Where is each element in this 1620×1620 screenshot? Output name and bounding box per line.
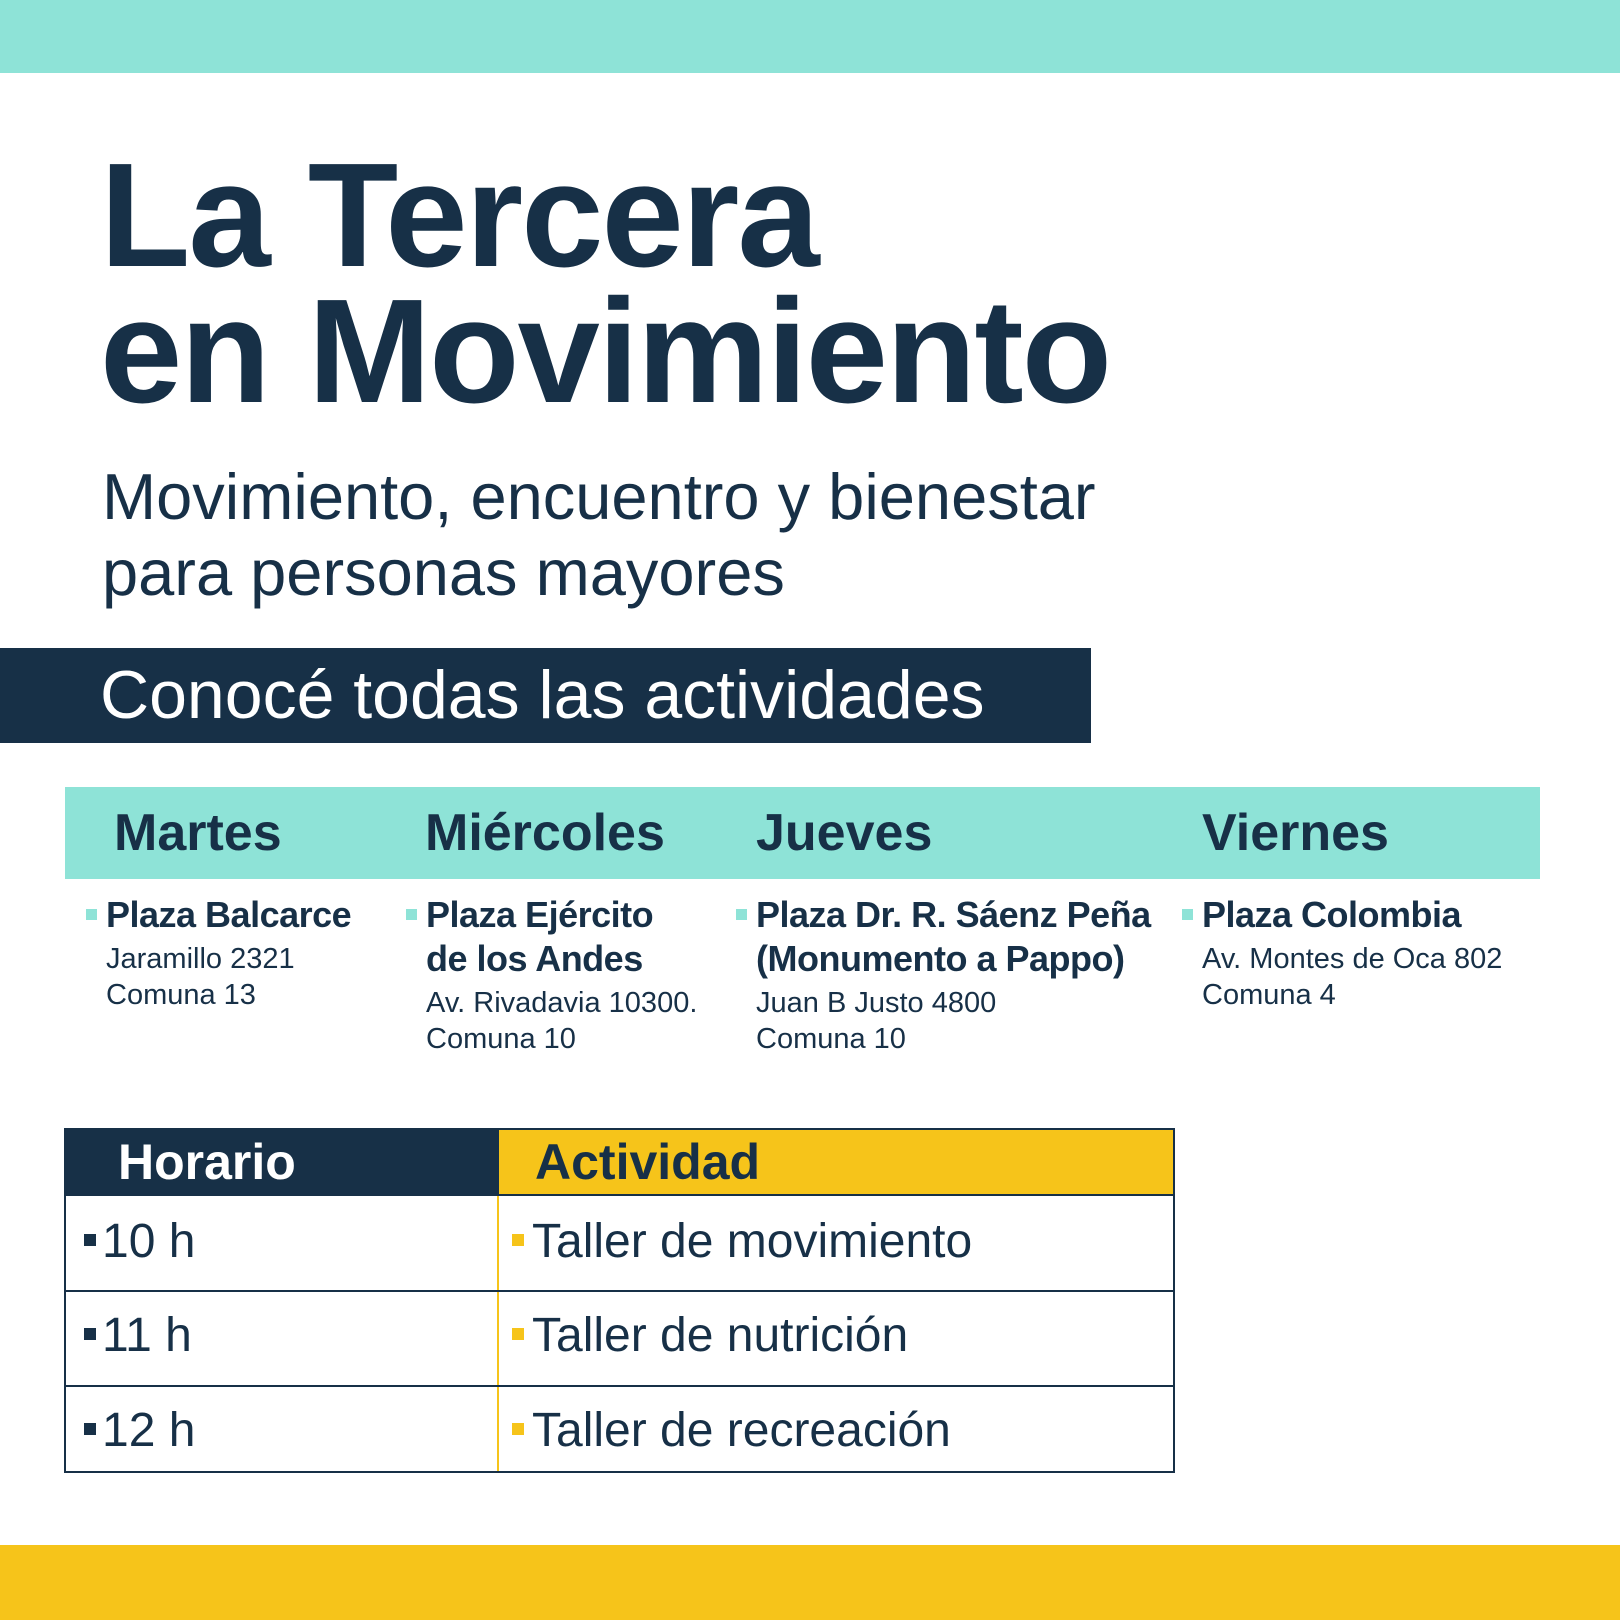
- square-bullet-icon: [512, 1234, 524, 1246]
- header-actividad-label: Actividad: [535, 1134, 761, 1190]
- venue-thursday: [756, 893, 1151, 1057]
- venue-comuna: Comuna 13: [106, 979, 256, 1011]
- activity-value: Taller de movimiento: [532, 1215, 973, 1268]
- subtitle-line-2: para personas mayores: [102, 536, 785, 609]
- venue-comuna: Comuna 10: [756, 1023, 906, 1055]
- venue-address: [1202, 941, 1502, 1013]
- column-divider: [497, 1194, 499, 1471]
- venue-friday: [1202, 893, 1502, 1013]
- venue-name: [106, 893, 351, 937]
- bottom-color-bar: [0, 1545, 1620, 1620]
- time-cell: [84, 1290, 192, 1382]
- time-value: 12 h: [102, 1404, 196, 1457]
- venue-address: [756, 985, 1151, 1057]
- time-value: 11 h: [102, 1309, 192, 1362]
- banner-text: Conocé todas las actividades: [100, 657, 985, 733]
- subtitle: [102, 459, 1096, 611]
- venue-bullet: [86, 909, 97, 920]
- venue-name-line: Plaza Colombia: [1202, 894, 1462, 935]
- activity-cell: [512, 1385, 951, 1477]
- day-thursday: Jueves: [756, 804, 933, 862]
- venue-name-line: Plaza Ejército: [426, 894, 654, 935]
- header-horario-label: Horario: [118, 1134, 296, 1190]
- time-value: 10 h: [102, 1215, 196, 1268]
- day-wednesday: Miércoles: [425, 804, 665, 862]
- venue-name-line: de los Andes: [426, 938, 643, 979]
- venue-comuna: Comuna 4: [1202, 979, 1336, 1011]
- top-color-bar: [0, 0, 1620, 73]
- venue-address-line: Juan B Justo 4800: [756, 987, 997, 1019]
- activity-cell: [512, 1196, 972, 1288]
- venue-name-line: Plaza Balcarce: [106, 894, 352, 935]
- activities-banner: [0, 648, 1091, 743]
- venue-comuna: Comuna 10: [426, 1023, 576, 1055]
- days-header: [65, 787, 1540, 879]
- square-bullet-icon: [84, 1328, 96, 1340]
- time-cell: [84, 1196, 195, 1288]
- activity-cell: [512, 1290, 908, 1382]
- venue-wednesday: [426, 893, 697, 1057]
- venue-address: [106, 941, 351, 1013]
- square-bullet-icon: [84, 1234, 96, 1246]
- header-actividad: [497, 1130, 1173, 1194]
- square-bullet-icon: [84, 1423, 96, 1435]
- day-tuesday: Martes: [114, 804, 282, 862]
- day-friday: Viernes: [1202, 804, 1389, 862]
- title-line-1: La Tercera: [100, 133, 818, 298]
- activity-value: Taller de recreación: [532, 1404, 951, 1457]
- time-cell: [84, 1385, 195, 1477]
- page-title: [100, 133, 1111, 434]
- subtitle-line-1: Movimiento, encuentro y bienestar: [102, 460, 1096, 533]
- square-bullet-icon: [512, 1328, 524, 1340]
- venue-bullet: [406, 909, 417, 920]
- venue-bullet: [1182, 909, 1193, 920]
- venue-bullet: [736, 909, 747, 920]
- venue-address-line: Av. Montes de Oca 802: [1202, 943, 1503, 975]
- venue-name: [756, 893, 1151, 981]
- header-horario: [66, 1130, 497, 1194]
- venue-name-line: (Monumento a Pappo): [756, 938, 1125, 979]
- title-line-2: en Movimiento: [100, 269, 1111, 434]
- venue-name-line: Plaza Dr. R. Sáenz Peña: [756, 894, 1151, 935]
- venue-address-line: Av. Rivadavia 10300.: [426, 987, 698, 1019]
- venue-address: [426, 985, 697, 1057]
- schedule-table: [64, 1128, 1175, 1473]
- activity-value: Taller de nutrición: [532, 1309, 909, 1362]
- venue-address-line: Jaramillo 2321: [106, 943, 295, 975]
- venue-tuesday: [106, 893, 351, 1013]
- venue-name: [1202, 893, 1502, 937]
- venue-name: [426, 893, 697, 981]
- square-bullet-icon: [512, 1423, 524, 1435]
